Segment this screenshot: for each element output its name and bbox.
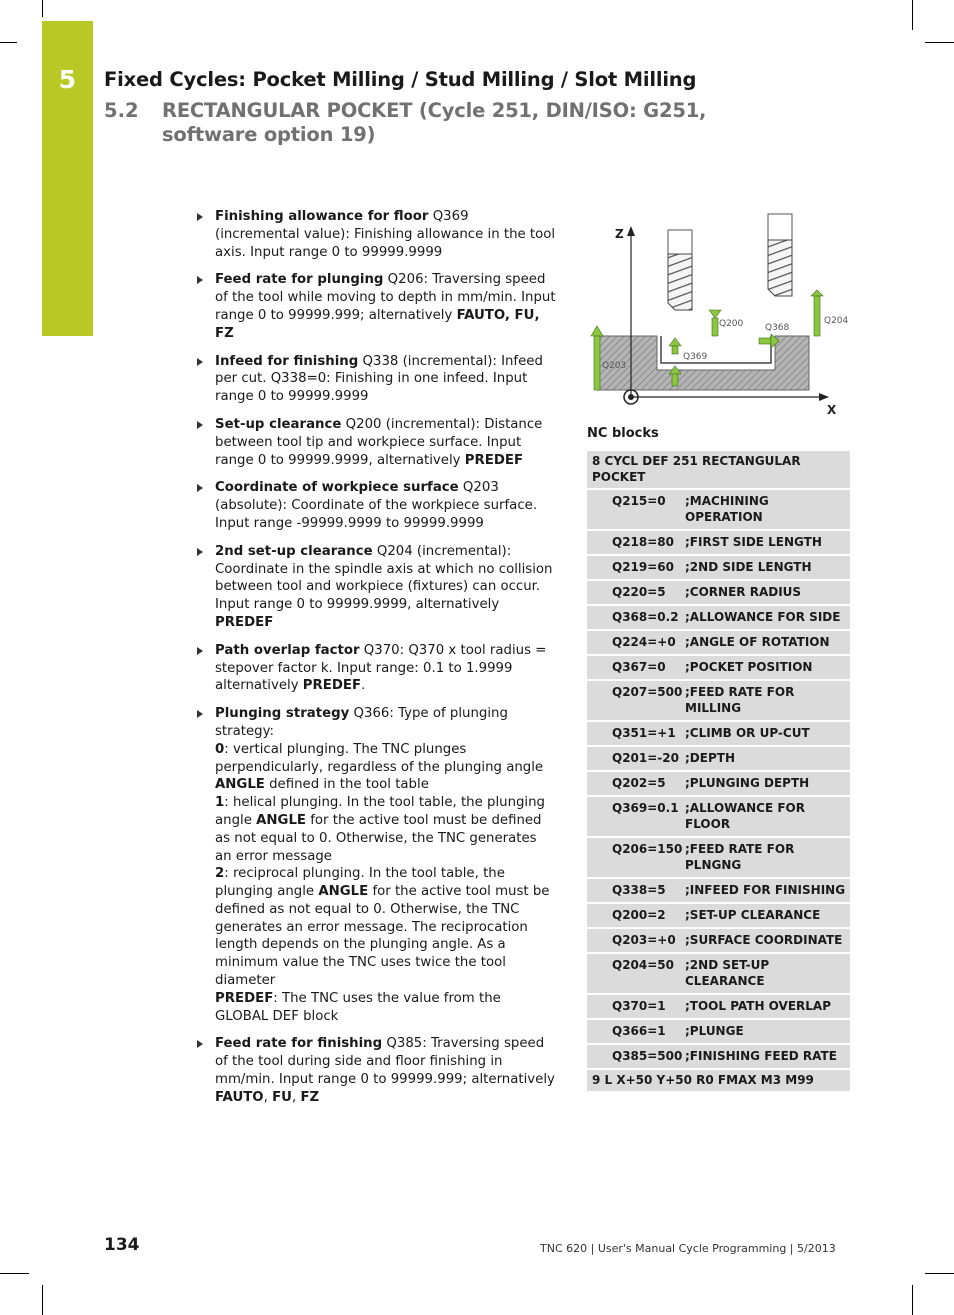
tool-shank-left bbox=[668, 230, 692, 254]
nc-param: Q203=+0 bbox=[587, 928, 685, 953]
param-text: Q204 (incremental): Coordinate in the spindle axis at which no collision between tool and workpiece (fixtures) can occur. Input range 0 to 99999.9999, alternatively bbox=[215, 543, 553, 613]
param-keywords: FAUTO, FU, FZ bbox=[215, 307, 540, 341]
nc-comment: ;ALLOWANCE FOR FLOOR bbox=[685, 796, 850, 837]
param-name: Feed rate for plunging bbox=[215, 272, 384, 288]
param-name: Path overlap factor bbox=[215, 642, 360, 658]
option-text: : helical plunging. In the tool table, the plunging angle bbox=[215, 795, 545, 828]
crop-mark bbox=[925, 42, 954, 43]
param-keywords: PREDEF bbox=[302, 678, 362, 694]
crop-mark bbox=[0, 42, 17, 43]
nc-param: Q370=1 bbox=[587, 994, 685, 1019]
bullet-arrow-icon bbox=[197, 276, 203, 284]
nc-param: Q367=0 bbox=[587, 655, 685, 680]
tool-right bbox=[768, 240, 792, 296]
page-number: 134 bbox=[104, 1235, 140, 1255]
option-key: 1 bbox=[215, 795, 225, 811]
nc-comment: ;ALLOWANCE FOR SIDE bbox=[685, 605, 850, 630]
nc-comment: ;PLUNGING DEPTH bbox=[685, 771, 850, 796]
table-row bbox=[587, 953, 850, 994]
nc-comment: ;ANGLE OF ROTATION bbox=[685, 630, 850, 655]
nc-comment: ;CLIMB OR UP-CUT bbox=[685, 721, 850, 746]
param-keywords: PREDEF bbox=[215, 614, 274, 630]
table-row bbox=[587, 555, 850, 580]
table-row bbox=[587, 1019, 850, 1044]
nc-comment: ;POCKET POSITION bbox=[685, 655, 850, 680]
z-axis-label: Z bbox=[615, 227, 624, 241]
chapter-title: Fixed Cycles: Pocket Milling / Stud Milling / Slot Milling bbox=[104, 68, 697, 91]
label-q200: Q200 bbox=[719, 319, 744, 329]
param-item bbox=[194, 642, 556, 695]
nc-param: Q219=60 bbox=[587, 555, 685, 580]
table-row bbox=[587, 530, 850, 555]
nc-blocks-table bbox=[587, 449, 850, 1091]
nc-comment: ;FINISHING FEED RATE bbox=[685, 1044, 850, 1069]
option-key: 2 bbox=[215, 866, 225, 882]
table-row bbox=[587, 580, 850, 605]
table-row bbox=[587, 796, 850, 837]
nc-param: Q338=5 bbox=[587, 878, 685, 903]
table-row bbox=[587, 1044, 850, 1069]
nc-comment: ;FEED RATE FOR PLNGNG bbox=[685, 837, 850, 878]
pocket-diagram bbox=[587, 210, 849, 420]
bullet-arrow-icon bbox=[197, 484, 203, 492]
nc-comment: ;DEPTH bbox=[685, 746, 850, 771]
section-number: 5.2 bbox=[104, 99, 139, 122]
nc-param: Q366=1 bbox=[587, 1019, 685, 1044]
table-row bbox=[587, 450, 850, 489]
nc-param: Q215=0 bbox=[587, 489, 685, 530]
table-row bbox=[587, 878, 850, 903]
nc-param: Q204=50 bbox=[587, 953, 685, 994]
tool-left bbox=[668, 254, 692, 310]
option-text: : reciprocal plunging. In the tool table, the plunging angle bbox=[215, 866, 505, 900]
label-q204: Q204 bbox=[824, 316, 849, 326]
table-row bbox=[587, 903, 850, 928]
table-row bbox=[587, 994, 850, 1019]
nc-param: Q369=0.1 bbox=[587, 796, 685, 837]
x-axis-arrow-icon bbox=[819, 393, 829, 401]
table-row bbox=[587, 771, 850, 796]
nc-comment: ;FEED RATE FOR MILLING bbox=[685, 680, 850, 721]
nc-comment: ;MACHINING OPERATION bbox=[685, 489, 850, 530]
param-text: Q206: Traversing speed of the tool while moving to depth in mm/min. Input range 0 to 99999.999; alternatively bbox=[215, 272, 556, 323]
table-row bbox=[587, 837, 850, 878]
param-text: Q366: Type of plunging strategy: bbox=[215, 706, 508, 739]
crop-mark bbox=[0, 1273, 29, 1274]
bullet-arrow-icon bbox=[197, 647, 203, 655]
table-row bbox=[587, 489, 850, 530]
z-axis-arrow-icon bbox=[627, 226, 635, 236]
param-name: Plunging strategy bbox=[215, 706, 350, 722]
nc-param: Q200=2 bbox=[587, 903, 685, 928]
nc-comment: ;FIRST SIDE LENGTH bbox=[685, 530, 850, 555]
param-text: Q385: Traversing speed of the tool during side and floor finishing in mm/min. Input range 0 to 99999.999; alternatively bbox=[215, 1036, 555, 1088]
table-row bbox=[587, 928, 850, 953]
x-axis-label: X bbox=[827, 403, 837, 417]
option-key: PREDEF bbox=[215, 990, 274, 1006]
bullet-arrow-icon bbox=[197, 548, 203, 556]
bullet-arrow-icon bbox=[197, 213, 203, 221]
option-text: : vertical plunging. The TNC plunges perpendicularly, regardless of the plunging angle bbox=[215, 741, 544, 775]
label-q368: Q368 bbox=[765, 323, 790, 333]
nc-cell: 9 L X+50 Y+50 R0 FMAX M3 M99 bbox=[587, 1069, 850, 1091]
param-name: Finishing allowance for floor bbox=[215, 209, 429, 224]
param-item bbox=[194, 479, 556, 532]
nc-param: Q202=5 bbox=[587, 771, 685, 796]
nc-param: Q351=+1 bbox=[587, 721, 685, 746]
option-text: : The TNC uses the value from the GLOBAL DEF block bbox=[215, 990, 501, 1024]
param-item bbox=[194, 208, 556, 261]
crop-mark bbox=[912, 0, 913, 30]
table-row bbox=[587, 680, 850, 721]
crop-mark bbox=[912, 1285, 913, 1315]
tool-shank-right bbox=[768, 214, 792, 240]
bullet-arrow-icon bbox=[197, 1040, 203, 1048]
table-row bbox=[587, 655, 850, 680]
table-row bbox=[587, 630, 850, 655]
param-item bbox=[194, 416, 556, 469]
option-key: 0 bbox=[215, 741, 225, 757]
param-item bbox=[194, 271, 556, 342]
option-keyword: ANGLE bbox=[215, 777, 265, 793]
nc-param: Q220=5 bbox=[587, 580, 685, 605]
param-keywords: PREDEF bbox=[464, 452, 524, 468]
crop-mark bbox=[42, 0, 43, 17]
param-item-plunging bbox=[194, 705, 556, 1025]
option-keyword: ANGLE bbox=[318, 884, 369, 900]
param-keywords: FAUTO bbox=[215, 1089, 264, 1105]
param-name: Set-up clearance bbox=[215, 416, 342, 432]
nc-comment: ;2ND SET-UP CLEARANCE bbox=[685, 953, 850, 994]
nc-param: Q385=500 bbox=[587, 1044, 685, 1069]
section-title: RECTANGULAR POCKET (Cycle 251, DIN/ISO: G251, software option 19) bbox=[162, 99, 707, 146]
param-name: Infeed for finishing bbox=[215, 353, 359, 369]
param-name: Feed rate for finishing bbox=[215, 1036, 383, 1052]
label-q369: Q369 bbox=[683, 352, 708, 362]
nc-comment: ;PLUNGE bbox=[685, 1019, 850, 1044]
nc-param: Q224=+0 bbox=[587, 630, 685, 655]
bullet-arrow-icon bbox=[197, 358, 203, 366]
param-punct: , bbox=[263, 1089, 273, 1105]
footer-text: TNC 620 | User's Manual Cycle Programming | 5/2013 bbox=[540, 1242, 836, 1255]
parameter-list bbox=[194, 208, 556, 1117]
table-row bbox=[587, 1069, 850, 1091]
option-keyword: ANGLE bbox=[256, 812, 307, 828]
nc-comment: ;2ND SIDE LENGTH bbox=[685, 555, 850, 580]
nc-comment: ;INFEED FOR FINISHING bbox=[685, 878, 850, 903]
nc-cell: 8 CYCL DEF 251 RECTANGULAR POCKET bbox=[587, 450, 850, 489]
chapter-tab bbox=[42, 21, 93, 336]
dim-q204-arrow bbox=[811, 290, 823, 336]
nc-param: Q368=0.2 bbox=[587, 605, 685, 630]
param-punct: , bbox=[291, 1089, 301, 1105]
nc-comment: ;SET-UP CLEARANCE bbox=[685, 903, 850, 928]
chapter-number: 5 bbox=[58, 65, 77, 94]
nc-comment: ;CORNER RADIUS bbox=[685, 580, 850, 605]
option-text: for the active tool must be defined as not equal to 0. Otherwise, the TNC generates an error message. The reciprocation length depends on the plunging angle. As a minimum value the TNC uses twice the tool diameter bbox=[215, 884, 550, 989]
param-keywords: FU bbox=[272, 1089, 292, 1105]
table-row bbox=[587, 721, 850, 746]
nc-comment: ;TOOL PATH OVERLAP bbox=[685, 994, 850, 1019]
crop-mark bbox=[925, 1273, 954, 1274]
nc-param: Q207=500 bbox=[587, 680, 685, 721]
param-punct: . bbox=[361, 678, 366, 694]
bullet-arrow-icon bbox=[197, 710, 203, 718]
param-text: Q203 (absolute): Coordinate of the workpiece surface. Input range -99999.9999 to 99999.9999 bbox=[215, 480, 538, 531]
param-item bbox=[194, 543, 556, 632]
table-row bbox=[587, 746, 850, 771]
nc-param: Q218=80 bbox=[587, 530, 685, 555]
nc-blocks-heading: NC blocks bbox=[587, 426, 659, 441]
nc-param: Q201=-20 bbox=[587, 746, 685, 771]
param-name: Coordinate of workpiece surface bbox=[215, 480, 459, 496]
nc-comment: ;SURFACE COORDINATE bbox=[685, 928, 850, 953]
param-text: Q370: Q370 x tool radius = stepover factor k. Input range: 0.1 to 1.9999 alternatively bbox=[215, 642, 547, 694]
label-q203: Q203 bbox=[602, 361, 627, 371]
bullet-arrow-icon bbox=[197, 421, 203, 429]
param-keywords: FZ bbox=[300, 1089, 320, 1105]
param-text: Q338 (incremental): Infeed per cut. Q338=0: Finishing in one infeed. Input range 0 to 99999.9999 bbox=[215, 353, 543, 405]
nc-param: Q206=150 bbox=[587, 837, 685, 878]
option-text: defined in the tool table bbox=[264, 777, 429, 793]
param-item bbox=[194, 1035, 556, 1106]
table-row bbox=[587, 605, 850, 630]
option-text: for the active tool must be defined as not equal to 0. Otherwise, the TNC generates an error message bbox=[215, 812, 542, 864]
param-text: Q200 (incremental): Distance between tool tip and workpiece surface. Input range 0 to 99999.9999, alternatively bbox=[215, 416, 543, 468]
crop-mark bbox=[42, 1285, 43, 1315]
param-text: Q369 (incremental value): Finishing allowance in the tool axis. Input range 0 to 99999.9999 bbox=[215, 209, 556, 260]
param-name: 2nd set-up clearance bbox=[215, 543, 373, 559]
param-item bbox=[194, 353, 556, 406]
